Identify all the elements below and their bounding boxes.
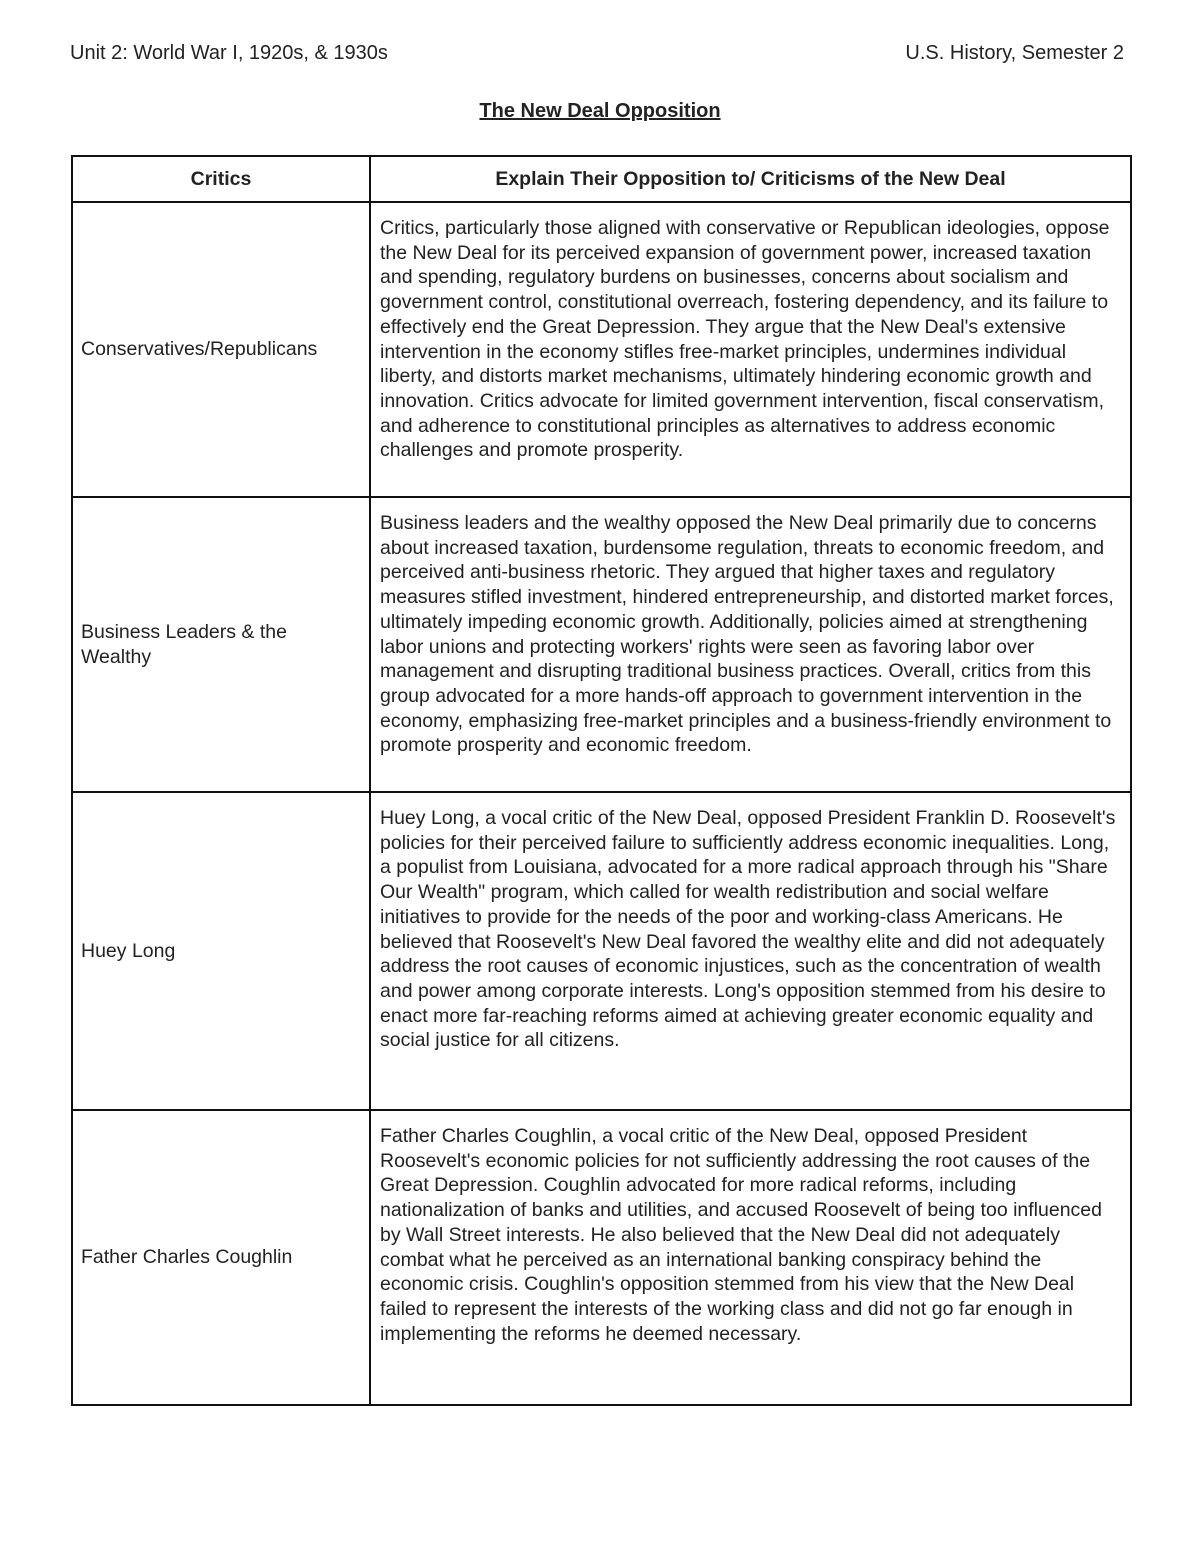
critic-name: Business Leaders & the Wealthy — [72, 497, 370, 792]
header-course: U.S. History, Semester 2 — [905, 42, 1124, 64]
critic-name: Conservatives/Republicans — [72, 202, 370, 497]
critic-explanation: Father Charles Coughlin, a vocal critic of the New Deal, opposed President Roosevelt's economic policies for not sufficiently addressing the root causes of the Great Depression. Coughlin advocated for more radical reforms, including nationalization of banks and utilities, and accused Roosevelt of being too influenced by Wall Street interests. He also believed that the New Deal did not adequately combat what he perceived as an international banking conspiracy behind the economic crisis. Coughlin's opposition stemmed from his view that the New Deal failed to represent the interests of the working class and did not go far enough in implementing the reforms he deemed necessary. — [370, 1110, 1131, 1405]
table-row — [72, 202, 1131, 497]
table-row — [72, 1110, 1131, 1405]
document-title: The New Deal Opposition — [479, 100, 721, 122]
table-row — [72, 792, 1131, 1110]
header-unit: Unit 2: World War I, 1920s, & 1930s — [70, 42, 388, 64]
critic-name: Huey Long — [72, 792, 370, 1110]
critics-table — [71, 155, 1132, 1406]
critic-explanation: Critics, particularly those aligned with conservative or Republican ideologies, oppose the New Deal for its perceived expansion of government power, increased taxation and spending, regulatory burdens on businesses, concerns about socialism and government control, constitutional overreach, fostering dependency, and its failure to effectively end the Great Depression. They argue that the New Deal's extensive intervention in the economy stifles free-market principles, undermines individual liberty, and distorts market mechanisms, ultimately hindering economic growth and innovation. Critics advocate for limited government intervention, fiscal conservatism, and adherence to constitutional principles as alternatives to address economic challenges and promote prosperity. — [370, 202, 1131, 497]
table-row — [72, 497, 1131, 792]
column-header-critics: Critics — [72, 156, 370, 202]
table-header-row — [72, 156, 1131, 202]
critic-name: Father Charles Coughlin — [72, 1110, 370, 1405]
column-header-explanation: Explain Their Opposition to/ Criticisms of the New Deal — [370, 156, 1131, 202]
critic-explanation: Huey Long, a vocal critic of the New Deal, opposed President Franklin D. Roosevelt's policies for their perceived failure to sufficiently address economic inequalities. Long, a populist from Louisiana, advocated for a more radical approach through his "Share Our Wealth" program, which called for wealth redistribution and social welfare initiatives to provide for the needs of the poor and working-class Americans. He believed that Roosevelt's New Deal favored the wealthy elite and did not adequately address the root causes of economic injustices, such as the concentration of wealth and power among corporate interests. Long's opposition stemmed from his desire to enact more far-reaching reforms aimed at achieving greater economic equality and social justice for all citizens. — [370, 792, 1131, 1110]
critic-explanation: Business leaders and the wealthy opposed the New Deal primarily due to concerns about increased taxation, burdensome regulation, threats to economic freedom, and perceived anti-business rhetoric. They argued that higher taxes and regulatory measures stifled investment, hindered entrepreneurship, and distorted market forces, ultimately impeding economic growth. Additionally, policies aimed at strengthening labor unions and protecting workers' rights were seen as favoring labor over management and disrupting traditional business practices. Overall, critics from this group advocated for a more hands-off approach to government intervention in the economy, emphasizing free-market principles and a business-friendly environment to promote prosperity and economic freedom. — [370, 497, 1131, 792]
